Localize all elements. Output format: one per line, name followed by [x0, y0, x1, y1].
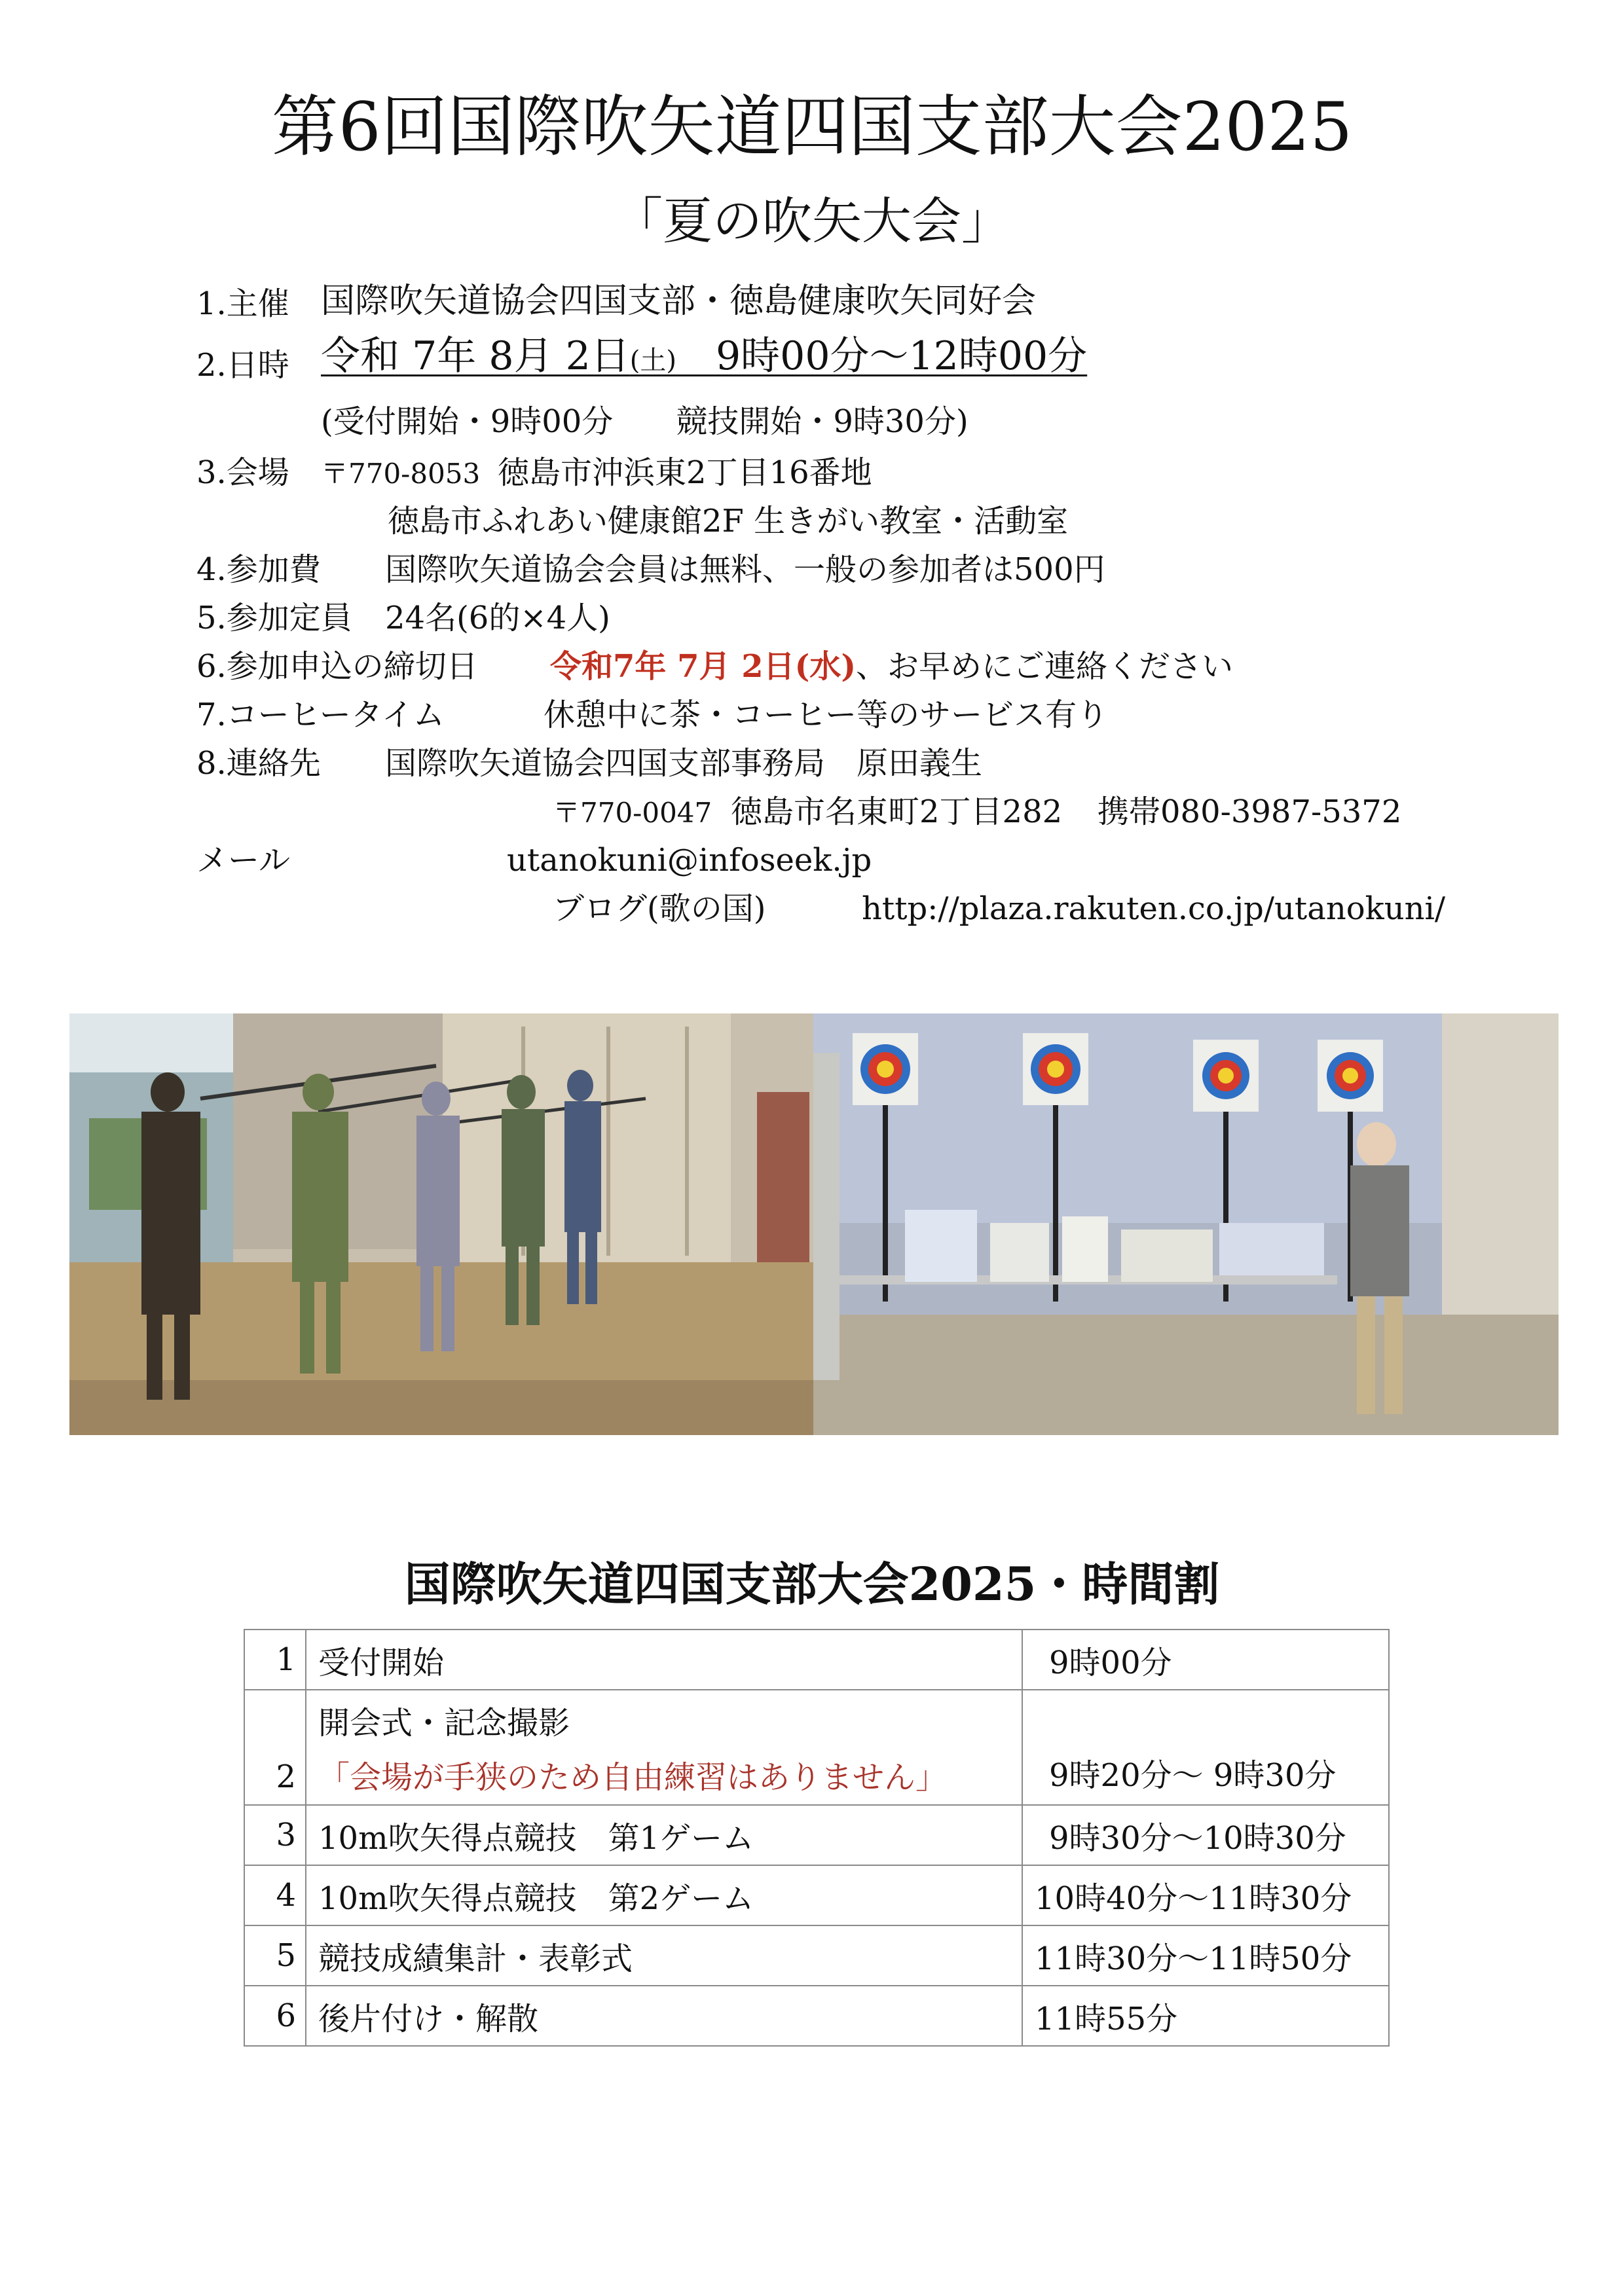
mail-address[interactable]: utanokuni@infoseek.jp [507, 842, 872, 879]
coffee-label: 7.コーヒータイム [196, 697, 445, 733]
deadline-label: 6.参加申込の締切日 [196, 648, 478, 685]
row-event: 10m吹矢得点競技 第2ゲーム [306, 1865, 1022, 1925]
capacity-value: 24名(6的×4人) [385, 600, 610, 636]
page-title: 第6回国際吹矢道四国支部大会2025 [271, 88, 1353, 166]
row-number: 3 [244, 1805, 306, 1865]
photo-targets [813, 1013, 1559, 1435]
schedule-title: 国際吹矢道四国支部大会2025・時間割 [404, 1557, 1220, 1611]
row-time: 10時40分～11時30分 [1022, 1865, 1389, 1925]
venue-hall: 徳島市ふれあい健康館2F 生きがい教室・活動室 [388, 503, 1069, 539]
reception-note: (受付開始・9時00分 競技開始・9時30分) [321, 403, 969, 440]
deadline-date: 令和7年 7月 2日(水) [550, 648, 857, 685]
date-time: 9時00分～12時00分 [715, 333, 1088, 379]
row-event: 競技成績集計・表彰式 [306, 1925, 1022, 1986]
organizer-label: 1.主催 [196, 285, 289, 322]
contact-office: 国際吹矢道協会四国支部事務局 原田義生 [385, 745, 983, 782]
table-row [244, 1805, 1389, 1865]
row-event: 10m吹矢得点競技 第1ゲーム [306, 1805, 1022, 1865]
date-label: 2.日時 [196, 347, 289, 384]
row-event-cell [306, 1690, 1022, 1805]
row-number: 5 [244, 1925, 306, 1986]
date-value [321, 335, 1087, 382]
organizer-value: 国際吹矢道協会四国支部・徳島健康吹矢同好会 [321, 282, 1037, 321]
row-number: 2 [244, 1690, 306, 1805]
fee-value: 国際吹矢道協会会員は無料、一般の参加者は500円 [385, 551, 1105, 588]
blog-label: ブログ(歌の国) [553, 890, 766, 927]
table-row [244, 1690, 1389, 1805]
row-time: 9時00分 [1022, 1630, 1389, 1690]
table-row [244, 1925, 1389, 1986]
table-row [244, 1630, 1389, 1690]
venue-label: 3.会場 [196, 454, 289, 491]
row-number: 4 [244, 1865, 306, 1925]
row-time: 9時20分～ 9時30分 [1022, 1690, 1389, 1805]
contact-label: 8.連絡先 [196, 745, 321, 782]
venue-postal: 〒770-8053 [321, 458, 481, 490]
fee-label: 4.参加費 [196, 551, 321, 588]
contact-phone: 携帯080-3987-5372 [1098, 793, 1402, 830]
capacity-label: 5.参加定員 [196, 600, 352, 636]
photo-practice-image [69, 1013, 813, 1435]
table-row [244, 1865, 1389, 1925]
date-weekday: (土) [629, 346, 676, 376]
row-event: 受付開始 [306, 1630, 1022, 1690]
blog-url[interactable]: http://plaza.rakuten.co.jp/utanokuni/ [862, 890, 1446, 927]
row-event: 開会式・記念撮影 [318, 1705, 570, 1741]
row-time: 11時30分～11時50分 [1022, 1925, 1389, 1986]
schedule-table [244, 1629, 1390, 2047]
deadline-note: 、お早めにご連絡ください [856, 648, 1234, 685]
row-time: 9時30分～10時30分 [1022, 1805, 1389, 1865]
coffee-value: 休憩中に茶・コーヒー等のサービス有り [544, 697, 1109, 733]
table-row [244, 1986, 1389, 2046]
deadline-value [550, 646, 1233, 687]
row-number: 6 [244, 1986, 306, 2046]
venue-address: 徳島市沖浜東2丁目16番地 [498, 454, 872, 491]
mail-label: メール [196, 842, 291, 879]
row-time: 11時55分 [1022, 1986, 1389, 2046]
row-note: 「会場が手狭のため自由練習はありません」 [318, 1759, 948, 1796]
contact-address: 徳島市名東町2丁目282 [731, 793, 1063, 830]
photo-targets-image [813, 1013, 1559, 1435]
date-day: 令和 7年 8月 2日 [321, 333, 630, 379]
photo-practice [69, 1013, 813, 1435]
row-event: 後片付け・解散 [306, 1986, 1022, 2046]
row-number: 1 [244, 1630, 306, 1690]
page-subtitle: 「夏の吹矢大会」 [613, 192, 1011, 250]
contact-postal: 〒770-0047 [553, 797, 712, 829]
